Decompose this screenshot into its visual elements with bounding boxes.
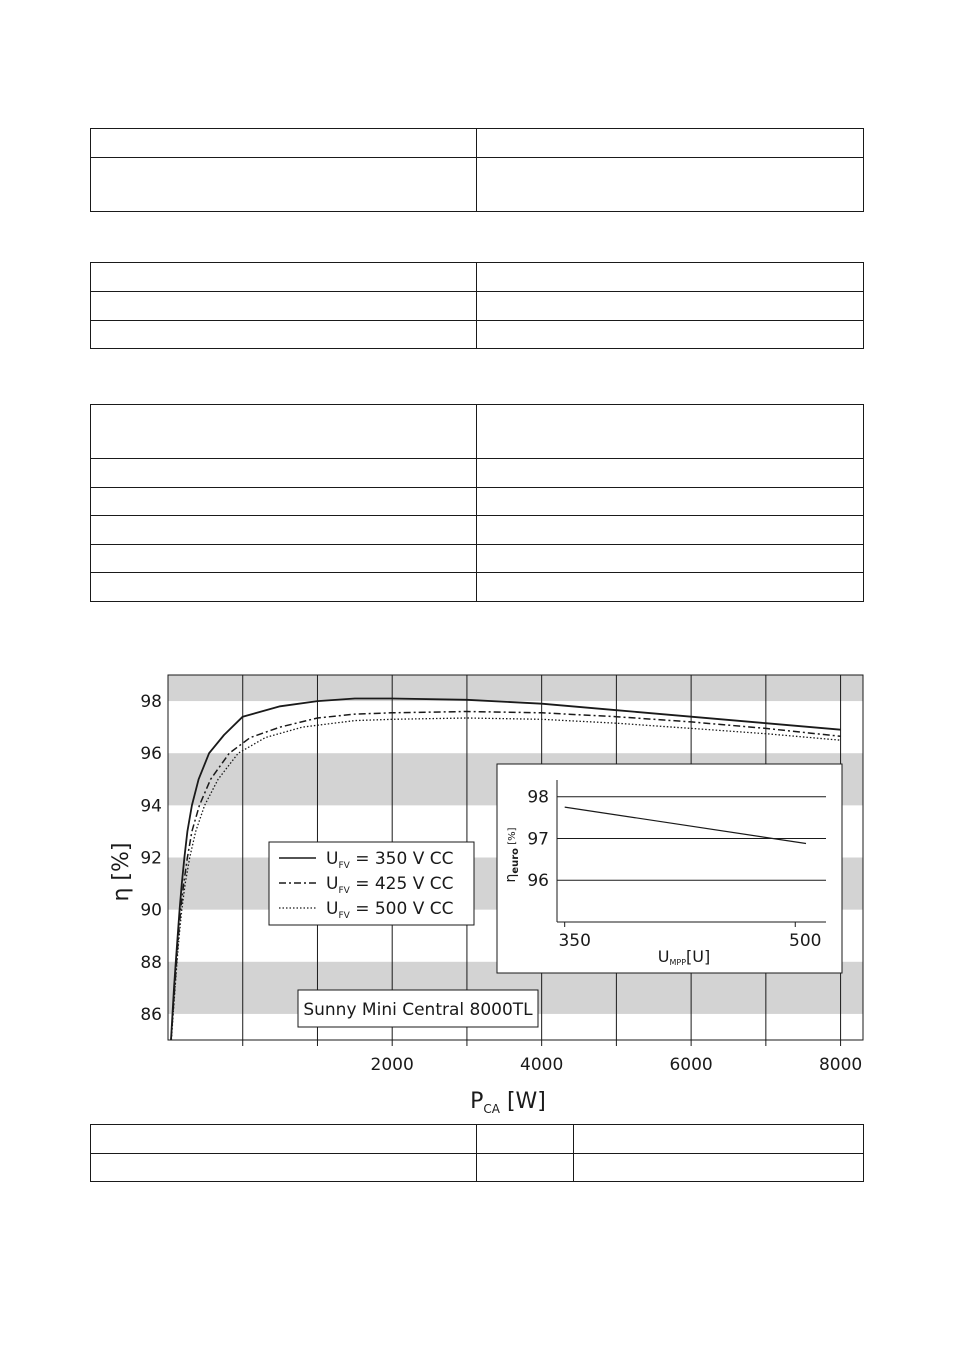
table-2 (90, 262, 864, 349)
table-cell (574, 1125, 864, 1154)
y-tick-label: 94 (140, 796, 162, 817)
inset-y-tick-labels (527, 788, 549, 892)
table-cell (477, 1125, 574, 1154)
y-tick-label: 86 (140, 1004, 162, 1025)
table-cell (477, 488, 864, 516)
inset-y-axis-label: $\eta_{euro}$ [%] (503, 827, 521, 883)
table-cell (477, 545, 864, 573)
table-row (91, 573, 864, 602)
legend-entry: $U_{FV} = 425$ V CC (326, 874, 454, 896)
table-row (91, 516, 864, 545)
x-tick-labels (371, 1055, 863, 1075)
table-row (91, 129, 864, 158)
table-cell (477, 573, 864, 602)
table-row (91, 545, 864, 573)
table-cell (91, 516, 477, 545)
legend-entry: $U_{FV} = 500$ V CC (326, 899, 454, 921)
y-tick-label: 92 (140, 848, 162, 869)
inset-y-tick-label: 97 (527, 829, 549, 850)
table-cell (477, 405, 864, 459)
table-row (91, 158, 864, 212)
table-row (91, 292, 864, 321)
table-row (91, 1125, 864, 1154)
y-axis-label: η [%] (109, 842, 134, 902)
table-cell (91, 459, 477, 488)
efficiency-chart (0, 650, 954, 1120)
x-tick-label: 4000 (520, 1055, 564, 1075)
table-row (91, 321, 864, 349)
table-cell (91, 321, 477, 349)
inset-x-axis-label: UMPP[U] (657, 947, 711, 967)
table-cell (91, 488, 477, 516)
y-tick-label: 90 (140, 900, 162, 921)
table-cell (91, 1154, 477, 1182)
table-cell (477, 292, 864, 321)
table-cell (91, 1125, 477, 1154)
table-cell (574, 1154, 864, 1182)
table-row (91, 488, 864, 516)
x-tick-label: 6000 (669, 1055, 713, 1075)
inset-x-tick-label: 350 (558, 931, 591, 951)
inset-chart (497, 764, 842, 973)
y-tick-label: 98 (140, 692, 162, 713)
table-cell (477, 1154, 574, 1182)
table-1 (90, 128, 864, 212)
table-cell (477, 129, 864, 158)
y-tick-label: 96 (140, 744, 162, 765)
y-tick-label: 88 (140, 952, 162, 973)
inset-y-tick-label: 98 (527, 787, 549, 808)
table-cell (91, 129, 477, 158)
x-tick-label: 8000 (818, 1055, 863, 1075)
grid-band (168, 675, 863, 701)
table-cell (477, 158, 864, 212)
table-row (91, 405, 864, 459)
table-cell (477, 516, 864, 545)
table-3 (90, 404, 864, 602)
inset-x-tick-label: 500 (789, 931, 822, 951)
inset-y-tick-label: 96 (527, 871, 549, 892)
table-cell (91, 545, 477, 573)
table-row (91, 263, 864, 292)
legend-entry: $U_{FV} = 350$ V CC (326, 849, 454, 871)
table-cell (91, 405, 477, 459)
table-cell (91, 263, 477, 292)
table-cell (91, 292, 477, 321)
legend (269, 842, 474, 925)
table-row (91, 1154, 864, 1182)
annotation-label: Sunny Mini Central 8000TL (303, 1000, 533, 1020)
table-cell (91, 573, 477, 602)
y-tick-labels (140, 692, 162, 1025)
table-cell (91, 158, 477, 212)
model-annotation (298, 990, 538, 1027)
table-cell (477, 321, 864, 349)
table-row (91, 459, 864, 488)
table-4 (90, 1124, 864, 1182)
table-cell (477, 459, 864, 488)
x-tick-label: 2000 (370, 1055, 414, 1075)
table-cell (477, 263, 864, 292)
x-axis-label: $P_{CA}$ [W] (470, 1089, 546, 1116)
